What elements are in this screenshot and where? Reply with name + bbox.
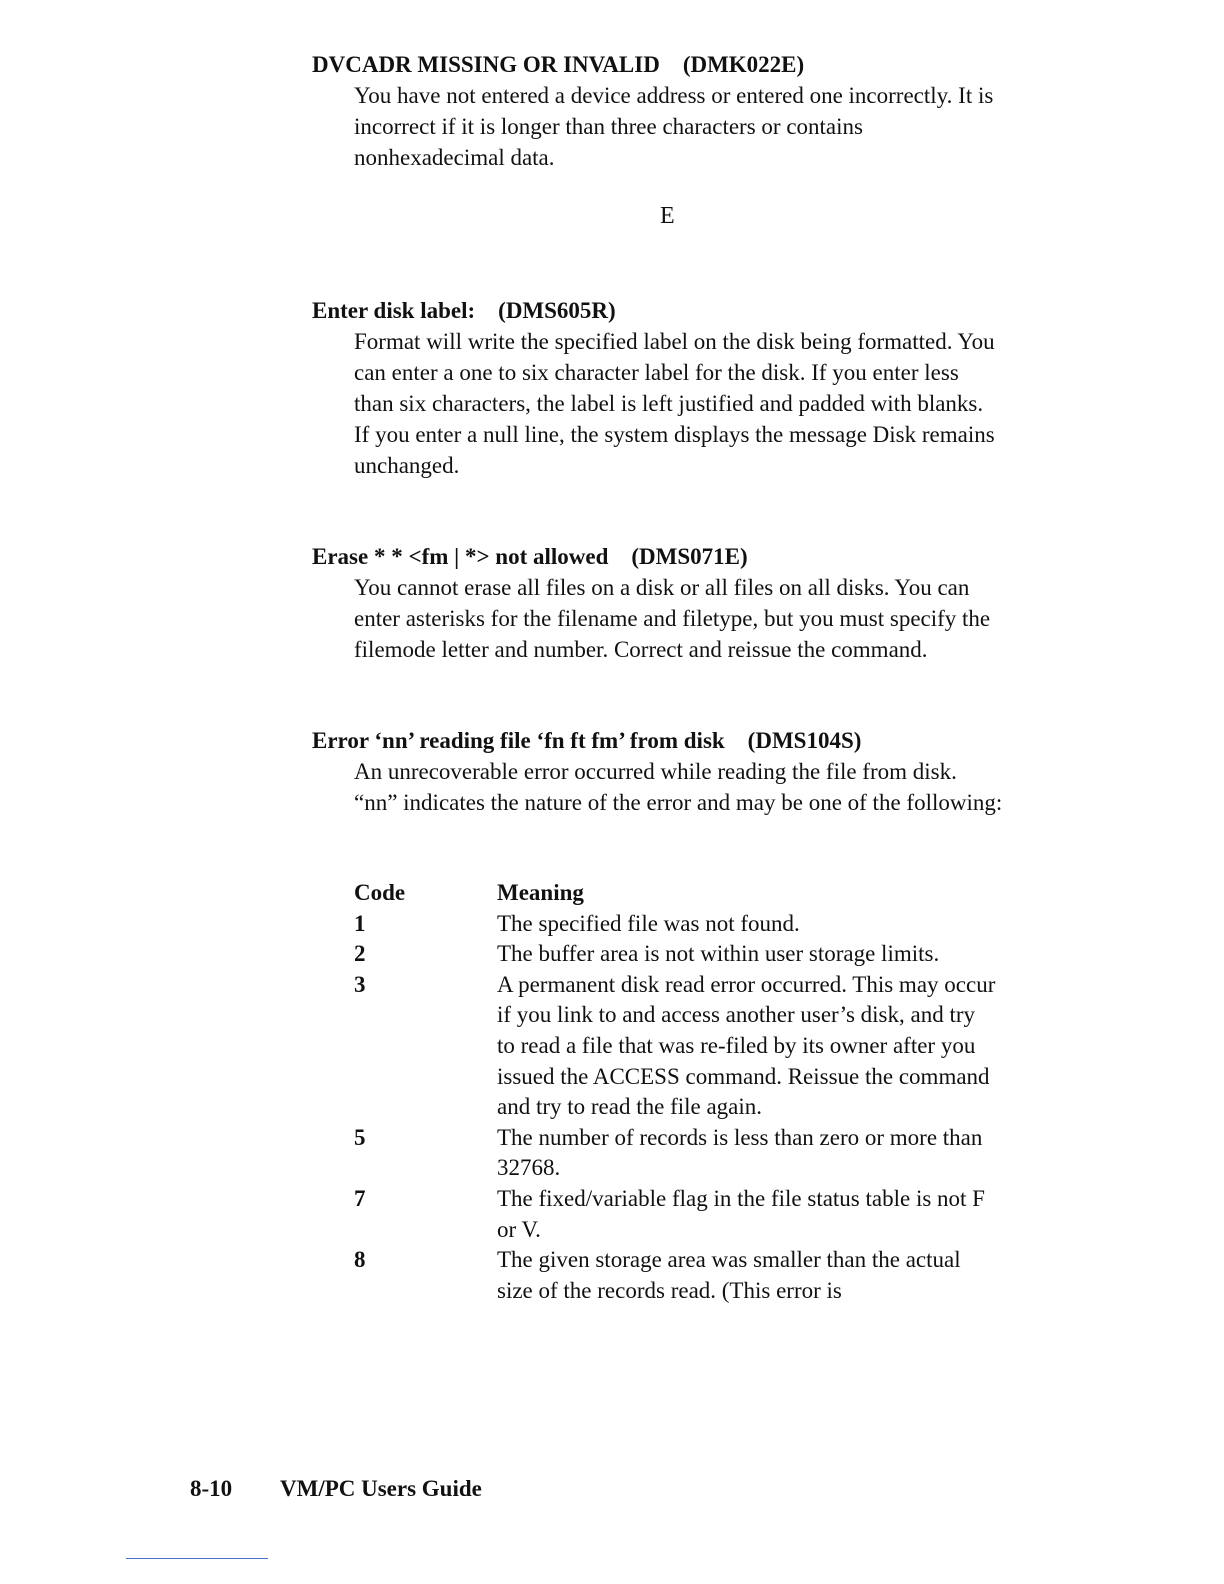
section-letter: E	[660, 203, 675, 229]
error-meaning: The specified file was not found.	[497, 910, 800, 936]
message-description: You have not entered a device address or entered one incorrectly. It is incorrect if it is longer than three characters or contains nonhexadecimal data.	[354, 83, 994, 170]
message-dmk022e	[312, 49, 1012, 173]
error-code: 5	[354, 1124, 366, 1150]
error-code: 1	[354, 910, 366, 936]
table-row	[354, 1123, 1014, 1184]
error-meaning: The number of records is less than zero or more than 32768.	[497, 1124, 983, 1181]
message-title: Error ‘nn’ reading file ‘fn ft fm’ from disk (DMS104S)	[312, 728, 862, 753]
error-meaning: The fixed/variable flag in the file status table is not F or V.	[497, 1185, 985, 1242]
message-dms605r	[312, 295, 1012, 481]
error-meaning: The buffer area is not within user storage limits.	[497, 941, 940, 967]
table-row	[354, 1245, 1014, 1306]
error-code: 3	[354, 971, 366, 997]
page-footer	[190, 1476, 482, 1502]
table-row	[354, 909, 1014, 940]
error-code: 8	[354, 1247, 366, 1273]
table-row	[354, 1184, 1014, 1245]
message-title: Erase * * <fm | *> not allowed (DMS071E)	[312, 544, 748, 569]
error-code: 7	[354, 1185, 366, 1211]
book-title: VM/PC Users Guide	[280, 1476, 482, 1501]
message-description: Format will write the specified label on the disk being formatted. You can enter a one to six character label for the disk. If you enter less than six characters, the label is left justified and padded with blanks. If you enter a null line, the system displays the message Disk remains unchanged.	[354, 329, 995, 478]
meaning-column-header: Meaning	[497, 880, 584, 905]
message-title: Enter disk label: (DMS605R)	[312, 298, 616, 323]
table-row	[354, 970, 1014, 1123]
message-description: An unrecoverable error occurred while reading the file from disk. “nn” indicates the nature of the error and may be one of the following:	[354, 759, 1003, 815]
table-header-row	[354, 878, 1014, 909]
corner-rule-divider	[126, 1558, 268, 1559]
error-code: 2	[354, 941, 366, 967]
error-code-table	[354, 878, 1014, 1306]
table-row	[354, 939, 1014, 970]
page-number: 8-10	[190, 1476, 233, 1501]
message-title: DVCADR MISSING OR INVALID (DMK022E)	[312, 52, 805, 77]
message-dms071e	[312, 541, 1012, 665]
error-meaning: A permanent disk read error occurred. This may occur if you link to and access another user’s disk, and try to read a file that was re-filed by its owner after you issued the ACCESS command. Reissue the command and try to read the file again.	[497, 971, 996, 1120]
message-description: You cannot erase all files on a disk or all files on all disks. You can enter asterisks for the filename and filetype, but you must specify the filemode letter and number. Correct and reissue the command.	[354, 575, 991, 662]
message-dms104s	[312, 725, 1012, 818]
code-column-header: Code	[354, 880, 406, 905]
error-meaning: The given storage area was smaller than the actual size of the records read. (This error is	[497, 1247, 961, 1303]
